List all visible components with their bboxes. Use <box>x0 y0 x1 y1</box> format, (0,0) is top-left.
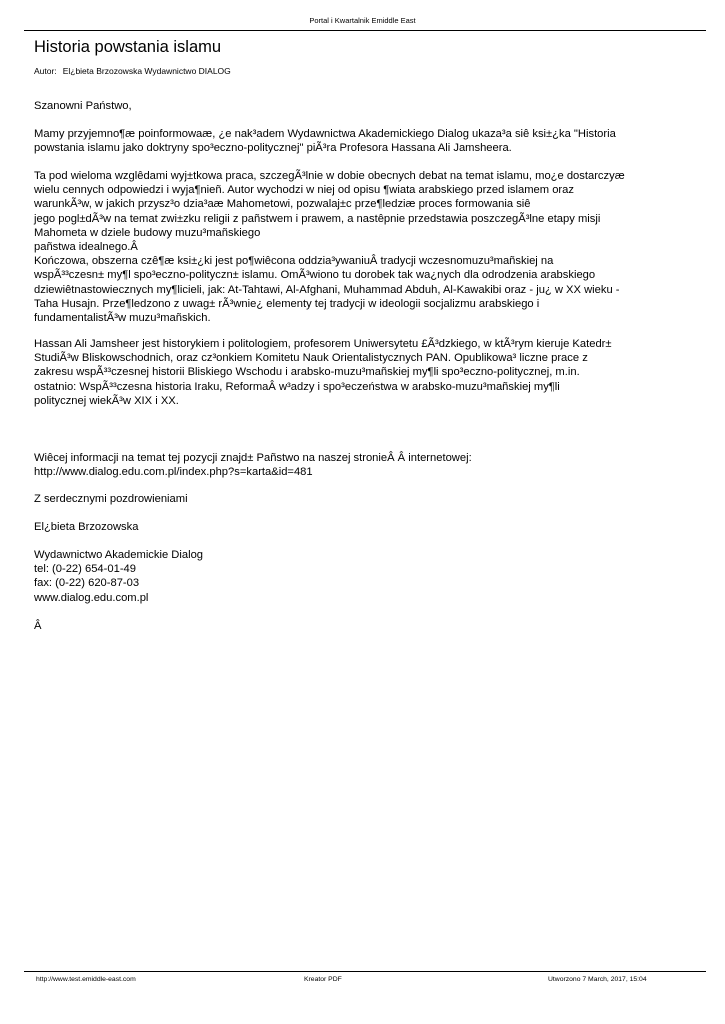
article-author <box>34 66 231 77</box>
paragraph-line: Taha Husajn. Prze¶ledzono z uwag± rÃ³wnie¿ elementy tej tradycji w ideologii socjalizmu arabskiego i <box>34 297 540 310</box>
publisher-name: Wydawnictwo Akademickie Dialog <box>34 549 204 561</box>
phone-number: tel: (0-22) 654-01-49 <box>34 563 136 576</box>
paragraph-line: politycznej wiekÃ³w XIX i XX. <box>34 394 179 407</box>
paragraph-line: Kończowa, obszerna czê¶æ ksi±¿ki jest po¶wiêcona oddzia³ywaniuÂ tradycji wczesnomuzu³mañskiej na <box>34 255 554 268</box>
paragraph-line: wielu cennych odpowiedzi i wyja¶nieñ. Autor wychodzi w niej od opisu ¶wiata arabskiego przed islamem oraz <box>34 184 574 197</box>
footer-divider <box>24 971 706 972</box>
website-link[interactable]: www.dialog.edu.com.pl <box>34 591 149 604</box>
paragraph-line: warunkÃ³w, w jakich przysz³o dzia³aæ Mahometowi, pozwalaj±c prze¶ledziæ proces formowania siê <box>34 198 531 211</box>
paragraph-line: Hassan Ali Jamsheer jest historykiem i politologiem, profesorem Uniwersytetu £Ã³dzkiego, w ktÃ³rym kieruje Katedr± <box>34 338 612 350</box>
portal-name: Portal i Kwartalnik Emiddle East <box>309 16 416 25</box>
footer-generator: Kreator PDF <box>304 976 342 983</box>
paragraph-description <box>34 169 704 325</box>
footer-url[interactable]: http://www.test.emiddle-east.com <box>36 976 136 983</box>
footer-created: Utworzono 7 March, 2017, 15:04 <box>548 976 647 983</box>
author-label: Autor: <box>34 66 57 76</box>
page-header <box>0 0 725 36</box>
paragraph-line: Ta pod wieloma wzglêdami wyj±tkowa praca, szczegÃ³lnie w dobie obecnych debat na temat islamu, mo¿e dostarczyæ <box>34 170 625 182</box>
more-info <box>34 451 704 479</box>
paragraph-line: Mamy przyjemno¶æ poinformowaæ, ¿e nak³adem Wydawnictwa Akademickiego Dialog ukaza³a siê ksi±¿ka "Historia <box>34 128 616 140</box>
paragraph-line: ostatnio: WspÃ³³czesna historia Iraku, ReformaÂ w³adzy i spo³eczeństwa w arabsko-muzu³mañskiej my¶li <box>34 380 560 393</box>
paragraph-line: StudiÃ³w Bliskowschodnich, oraz cz³onkiem Komitetu Nauk Orientalistycznych PAN. Opublikowa³ liczne prace z <box>34 352 588 365</box>
closing-line: Z serdecznymi pozdrowieniami <box>34 493 188 505</box>
fax-number: fax: (0-22) 620-87-03 <box>34 577 140 590</box>
trailing-char: Â <box>34 620 42 632</box>
signature-name: El¿bieta Brzozowska <box>34 521 139 533</box>
signature <box>34 520 704 534</box>
paragraph-line: fundamentalistÃ³w muzu³mañskich. <box>34 312 211 325</box>
more-info-text: Wiêcej informacji na temat tej pozycji znajd± Pañstwo na naszej stronieÂ Â internetowej: <box>34 452 472 464</box>
paragraph-line: Mahometa w dziele budowy muzu³mañskiego <box>34 226 261 239</box>
greeting-line: Szanowni Państwo, <box>34 100 132 112</box>
paragraph-line: wspÃ³³czesn± my¶l spo³eczno-polityczn± islamu. OmÃ³wiono tu dorobek tak wa¿nych dla odrodzenia arabskiego <box>34 269 596 282</box>
article-title: Historia powstania islamu <box>34 38 222 56</box>
closing <box>34 492 704 506</box>
paragraph-line: dziewiêtnastowiecznych my¶licieli, jak: At-Tahtawi, Al-Afghani, Muhammad Abduh, Al-Kawakibi oraz - ju¿ w XX wieku - <box>34 283 620 296</box>
author-value: El¿bieta Brzozowska Wydawnictwo DIALOG <box>62 66 231 76</box>
paragraph-author-bio <box>34 337 704 408</box>
paragraph-line: powstania islamu jako doktryny spo³eczno-politycznej" piÃ³ra Profesora Hassana Ali Jamsheera. <box>34 142 512 155</box>
paragraph-intro <box>34 127 704 155</box>
header-divider <box>24 30 706 31</box>
greeting <box>34 99 704 113</box>
trailing-character <box>34 619 704 633</box>
paragraph-line: zakresu wspÃ³³czesnej historii Bliskiego Wschodu i arabsko-muzu³mañskiej my¶li spo³eczno-politycznej, m.in. <box>34 366 580 379</box>
paragraph-line: pañstwa idealnego.Â <box>34 241 138 254</box>
contact-block <box>34 548 704 605</box>
book-link[interactable]: http://www.dialog.edu.com.pl/index.php?s=karta&id=481 <box>34 466 313 479</box>
paragraph-line: jego pogl±dÃ³w na temat zwi±zku religii z pañstwem i prawem, a nastêpnie przedstawia poszczegÃ³lne etapy misji <box>34 212 601 225</box>
